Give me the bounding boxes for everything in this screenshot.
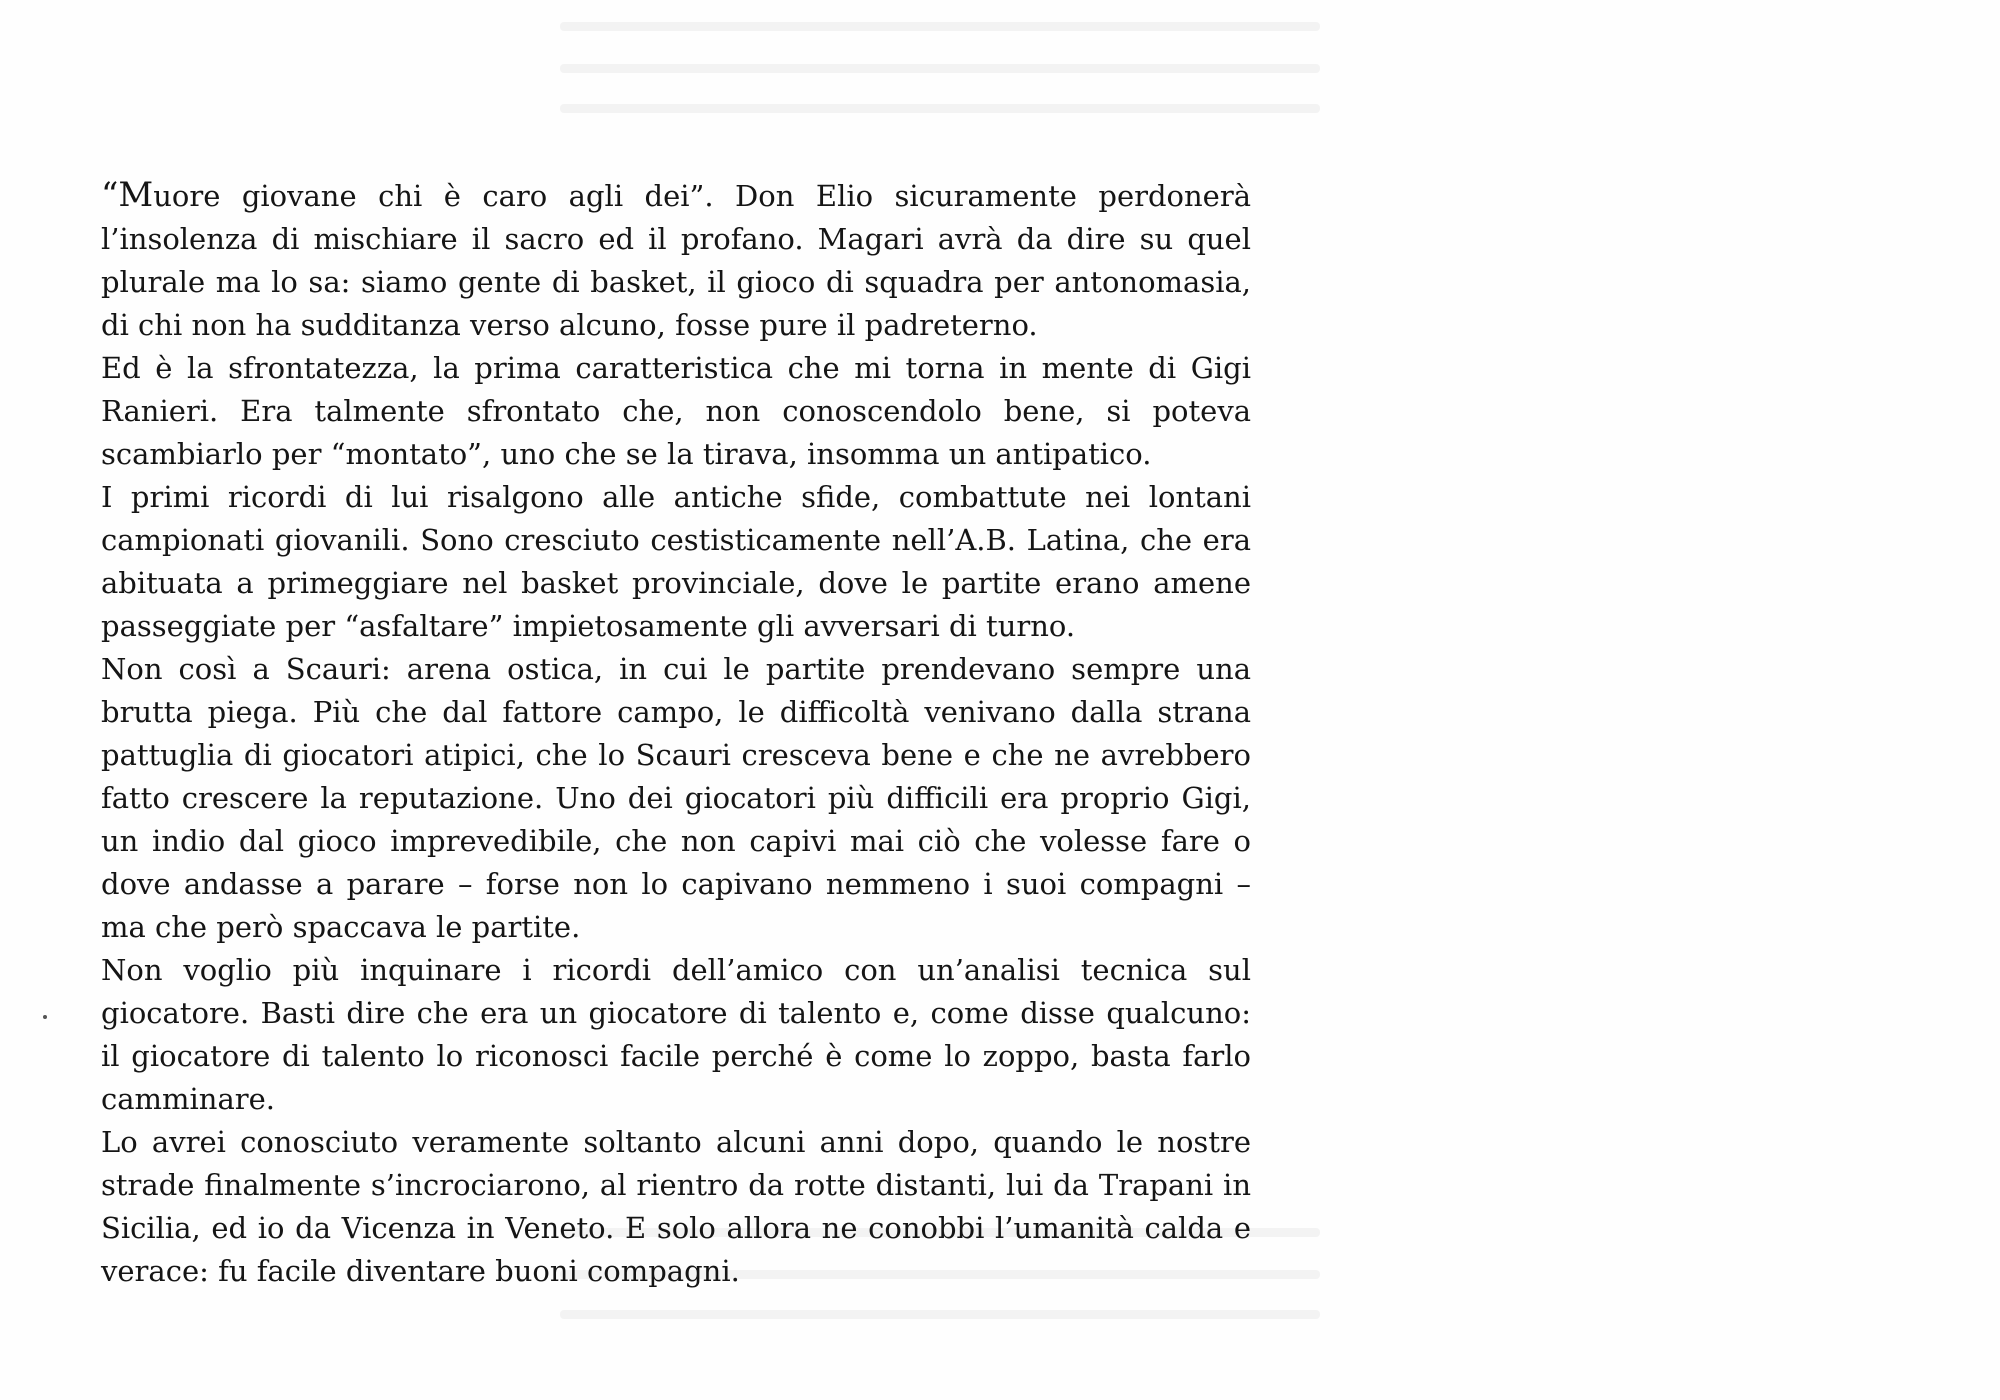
bleed-through-line xyxy=(560,104,1320,113)
paragraph-6: Lo avrei conosciuto veramente soltanto alcuni anni dopo, quando le nostre strade finalmente s’incrociarono, al rientro da rotte distanti, lui da Trapani in Sicilia, ed io da Vicenza in Veneto. E solo allora ne conobbi l’umanità calda e verace: fu facile diventare buoni compagni. xyxy=(101,1125,1251,1288)
bleed-through-line xyxy=(560,64,1320,73)
bleed-through-line xyxy=(560,1310,1320,1319)
paragraph-1-text: uore giovane chi è caro agli dei”. Don Elio sicuramente perdonerà l’insolenza di mischiare il sacro ed il profano. Magari avrà da dire su quel plurale ma lo sa: siamo gente di basket, il gioco di squadra per antonomasia, di chi non ha sudditanza verso alcuno, fosse pure il padreterno. xyxy=(101,179,1251,342)
opening-letters: “M xyxy=(101,175,154,215)
bleed-through-line xyxy=(560,22,1320,31)
paragraph-2: Ed è la sfrontatezza, la prima caratteristica che mi torna in mente di Gigi Ranieri. Era talmente sfrontato che, non conoscendolo bene, si poteva scambiarlo per “montato”, uno che se la tirava, insomma un antipatico. xyxy=(101,351,1251,471)
stray-ink-mark xyxy=(43,1015,47,1019)
paragraph-5: Non voglio più inquinare i ricordi dell’amico con un’analisi tecnica sul giocatore. Basti dire che era un giocatore di talento e, come disse qualcuno: il giocatore di talento lo riconosci facile perché è come lo zoppo, basta farlo camminare. xyxy=(101,953,1251,1116)
body-text xyxy=(101,174,1251,1293)
paragraph-3: I primi ricordi di lui risalgono alle antiche sfide, combattute nei lontani campionati giovanili. Sono cresciuto cestisticamente nell’A.B. Latina, che era abituata a primeggiare nel basket provinciale, dove le partite erano amene passeggiate per “asfaltare” impietosamente gli avversari di turno. xyxy=(101,480,1251,643)
paragraph-1 xyxy=(101,174,1251,347)
paragraph-4: Non così a Scauri: arena ostica, in cui le partite prendevano sempre una brutta piega. Più che dal fattore campo, le difficoltà venivano dalla strana pattuglia di giocatori atipici, che lo Scauri cresceva bene e che ne avrebbero fatto crescere la reputazione. Uno dei giocatori più difficili era proprio Gigi, un indio dal gioco imprevedibile, che non capivi mai ciò che volesse fare o dove andasse a parare – forse non lo capivano nemmeno i suoi compagni – ma che però spaccava le partite. xyxy=(101,652,1251,944)
